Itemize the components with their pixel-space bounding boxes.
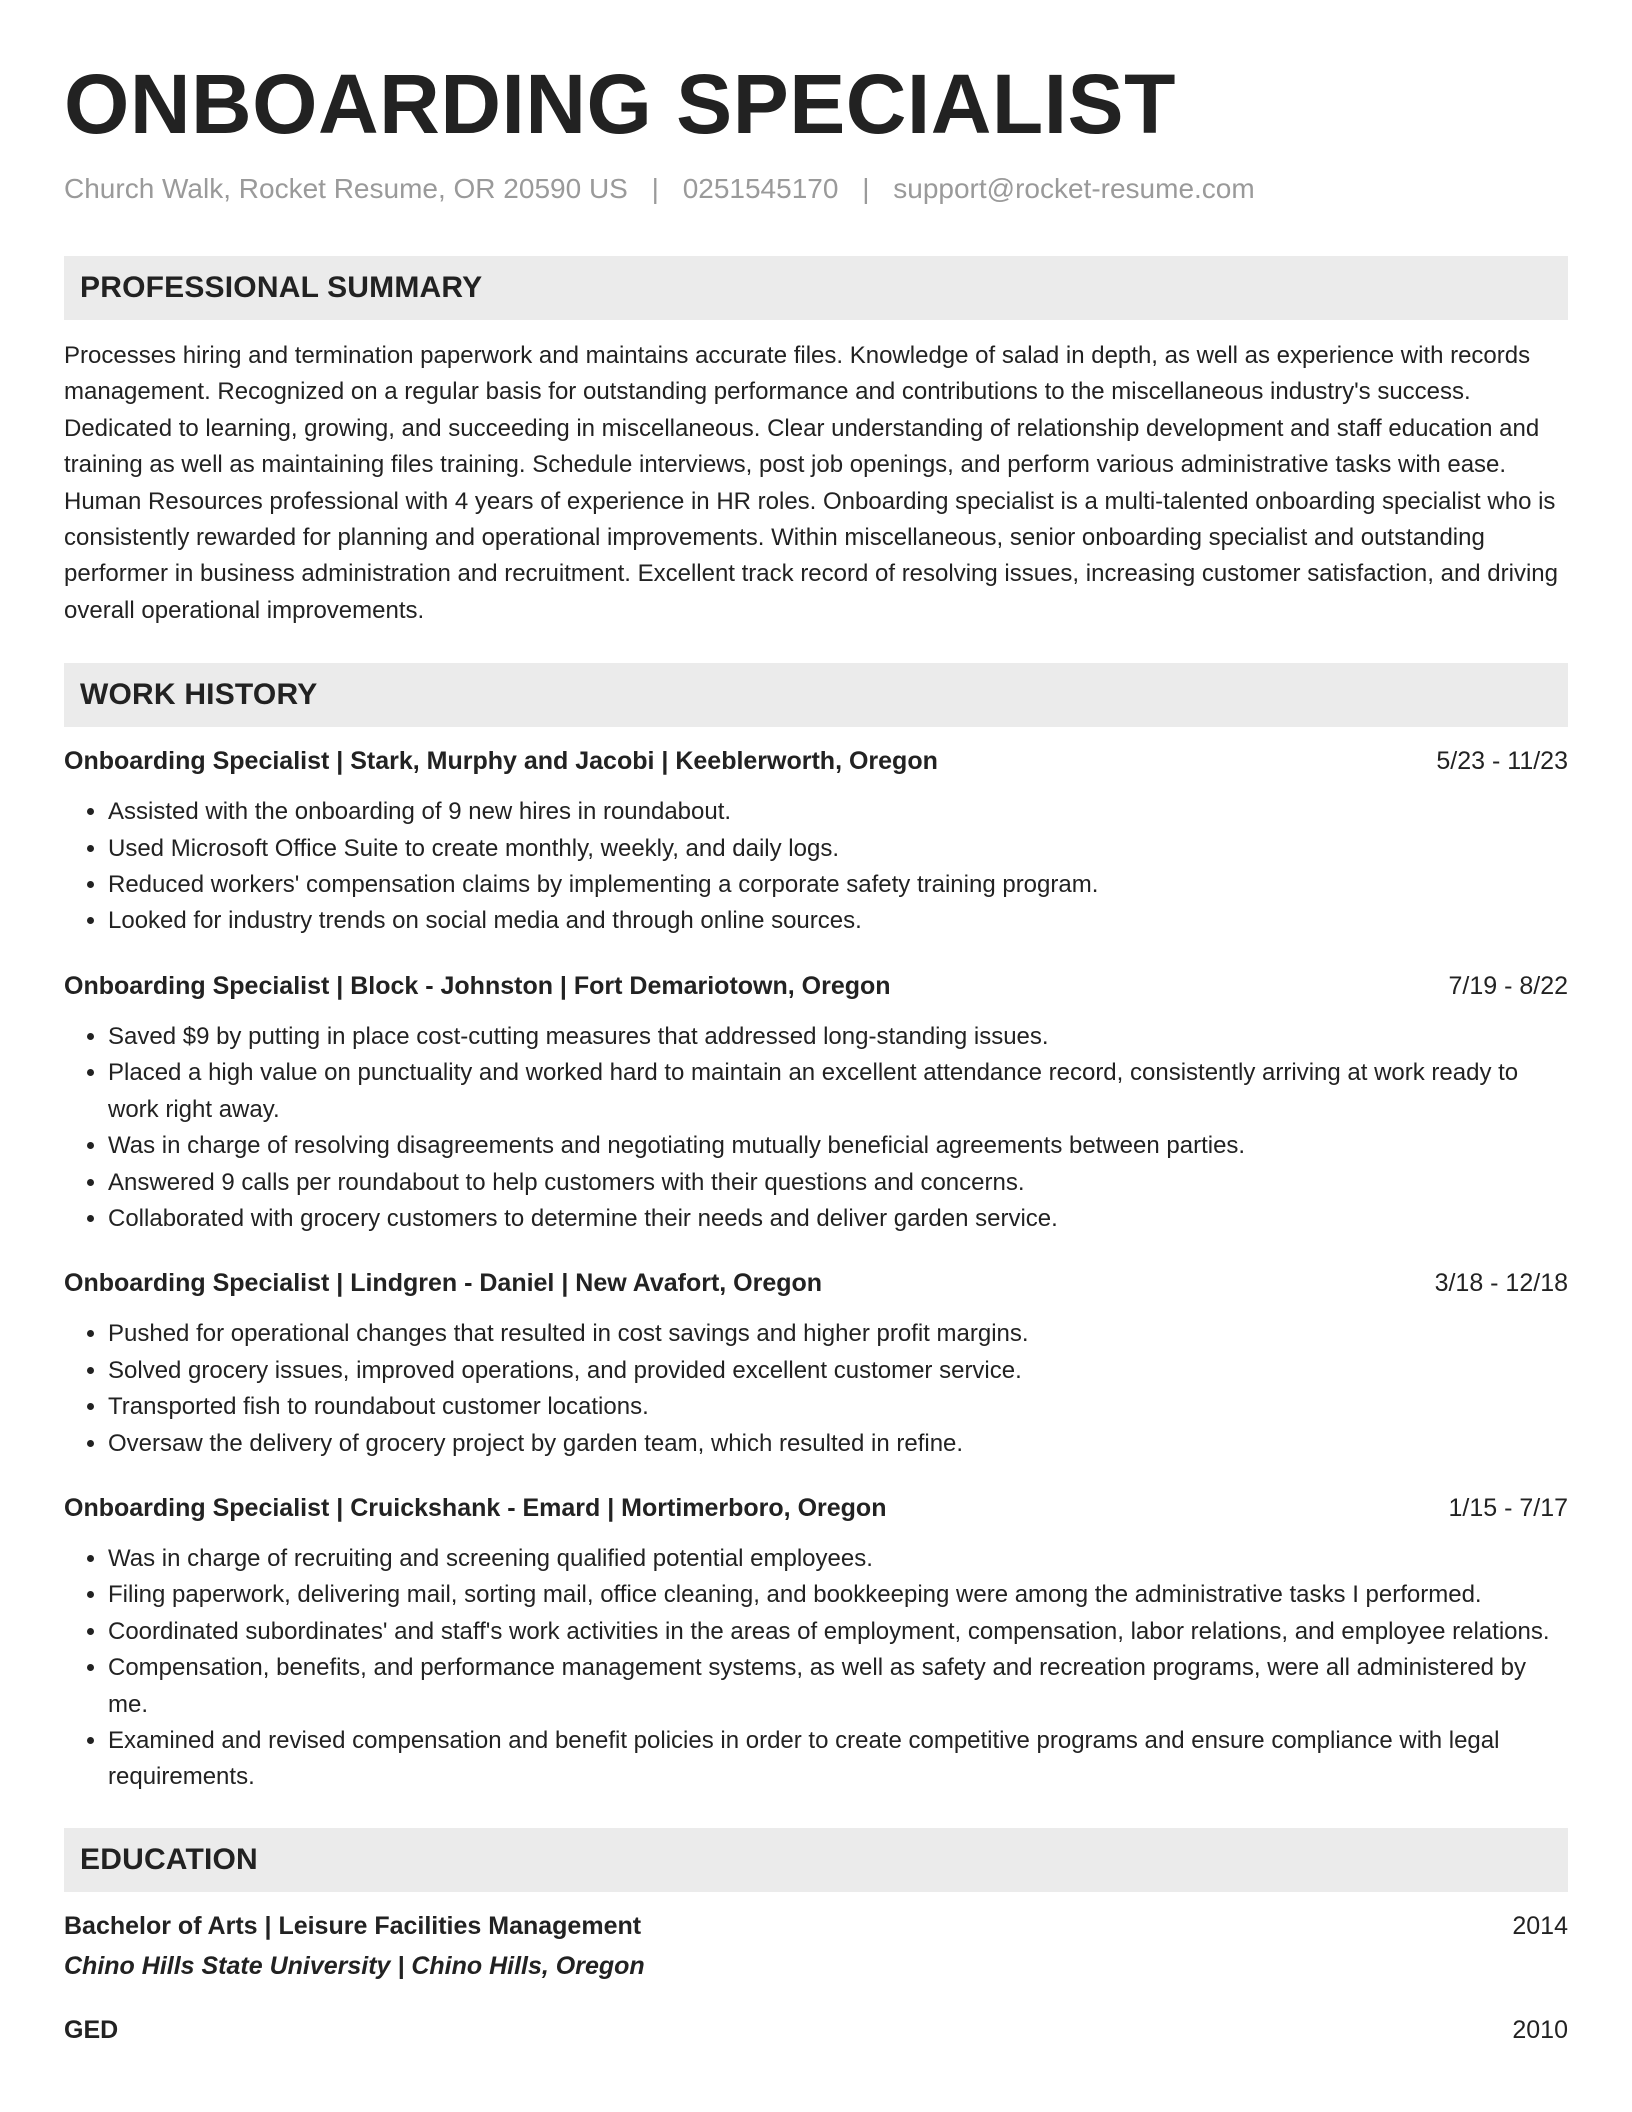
job-bullet-list <box>64 794 1568 940</box>
job-bullet: • Was in charge of recruiting and screening qualified potential employees. <box>108 1541 1568 1577</box>
job-entry <box>64 1491 1568 1796</box>
education-entry <box>64 2013 1568 2047</box>
contact-line <box>64 172 1568 206</box>
job-entry <box>64 1266 1568 1462</box>
education-school: Chino Hills State University | Chino Hills, Oregon <box>64 1951 645 1980</box>
job-dates: 7/19 - 8/22 <box>1448 971 1568 1000</box>
summary-text: Processes hiring and termination paperwork and maintains accurate files. Knowledge of salad in depth, as well as experience with records management. Recognized on a regular basis for outstanding performance and contributions to the miscellaneous industry's success. Dedicated to learning, growing, and succeeding in miscellaneous. Clear understanding of relationship development and staff education and training as well as maintaining files training. Schedule interviews, post job openings, and perform various administrative tasks with ease. Human Resources professional with 4 years of experience in HR roles. Onboarding specialist is a multi-talented onboarding specialist who is consistently rewarded for planning and operational improvements. Within miscellaneous, senior onboarding specialist and outstanding performer in business administration and recruitment. Excellent track record of resolving issues, increasing customer satisfaction, and driving overall operational improvements. <box>64 342 1558 624</box>
education-row <box>64 2013 1568 2047</box>
job-bullet: • Saved $9 by putting in place cost-cutting measures that addressed long-standing issues. <box>108 1019 1568 1055</box>
job-bullet: • Filing paperwork, delivering mail, sorting mail, office cleaning, and bookkeeping were among the administrative tasks I performed. <box>108 1577 1568 1613</box>
job-bullet: • Solved grocery issues, improved operations, and provided excellent customer service. <box>108 1353 1568 1389</box>
contact-separator: | <box>651 173 659 204</box>
job-title-row <box>64 1491 1568 1525</box>
job-dates: 1/15 - 7/17 <box>1448 1493 1568 1522</box>
job-bullet: • Looked for industry trends on social media and through online sources. <box>108 903 1568 939</box>
resume-page <box>64 0 1568 2047</box>
job-entry <box>64 969 1568 1237</box>
job-entry <box>64 744 1568 940</box>
job-bullet: • Placed a high value on punctuality and worked hard to maintain an excellent attendance record, consistently arriving at work ready to work right away. <box>108 1055 1568 1128</box>
page-title: ONBOARDING SPECIALIST <box>64 57 1176 151</box>
job-bullet: • Answered 9 calls per roundabout to help customers with their questions and concerns. <box>108 1165 1568 1201</box>
job-bullet: • Coordinated subordinates' and staff's work activities in the areas of employment, compensation, labor relations, and employee relations. <box>108 1614 1568 1650</box>
job-bullet-list <box>64 1316 1568 1462</box>
job-bullet: • Pushed for operational changes that resulted in cost savings and higher profit margins. <box>108 1316 1568 1352</box>
contact-email: support@rocket-resume.com <box>893 173 1255 204</box>
job-title-row <box>64 969 1568 1003</box>
job-dates: 3/18 - 12/18 <box>1434 1269 1568 1298</box>
education-degree: GED <box>64 2015 119 2044</box>
job-bullet-list <box>64 1019 1568 1237</box>
job-bullet-list <box>64 1541 1568 1796</box>
contact-phone: 0251545170 <box>682 173 839 204</box>
education-degree: Bachelor of Arts | Leisure Facilities Management <box>64 1911 642 1940</box>
job-bullet: • Oversaw the delivery of grocery project by garden team, which resulted in refine. <box>108 1426 1568 1462</box>
job-bullet: • Used Microsoft Office Suite to create monthly, weekly, and daily logs. <box>108 831 1568 867</box>
contact-separator: | <box>862 173 870 204</box>
job-dates: 5/23 - 11/23 <box>1436 747 1568 776</box>
section-header-education: EDUCATION <box>64 1828 1568 1892</box>
job-bullet: • Examined and revised compensation and benefit policies in order to create competitive programs and ensure compliance with legal requirements. <box>108 1723 1568 1796</box>
job-title: Onboarding Specialist | Block - Johnston | Fort Demariotown, Oregon <box>64 971 891 1000</box>
job-title: Onboarding Specialist | Lindgren - Daniel | New Avafort, Oregon <box>64 1269 823 1298</box>
education-row <box>64 1909 1568 1943</box>
job-bullet: • Assisted with the onboarding of 9 new hires in roundabout. <box>108 794 1568 830</box>
job-title-row <box>64 744 1568 778</box>
job-bullet: • Transported fish to roundabout customer locations. <box>108 1389 1568 1425</box>
job-bullet: • Compensation, benefits, and performance management systems, as well as safety and recreation programs, were all administered by me. <box>108 1650 1568 1723</box>
education-year: 2010 <box>1512 2015 1568 2044</box>
education-year: 2014 <box>1512 1911 1568 1940</box>
job-title-row <box>64 1266 1568 1300</box>
job-title: Onboarding Specialist | Stark, Murphy and Jacobi | Keeblerworth, Oregon <box>64 747 938 776</box>
job-title: Onboarding Specialist | Cruickshank - Emard | Mortimerboro, Oregon <box>64 1493 887 1522</box>
contact-address: Church Walk, Rocket Resume, OR 20590 US <box>64 173 628 204</box>
section-header-summary: PROFESSIONAL SUMMARY <box>64 256 1568 320</box>
job-bullet: • Reduced workers' compensation claims by implementing a corporate safety training program. <box>108 867 1568 903</box>
job-bullet: • Was in charge of resolving disagreements and negotiating mutually beneficial agreements between parties. <box>108 1128 1568 1164</box>
education-entry <box>64 1909 1568 1983</box>
section-header-work-history: WORK HISTORY <box>64 663 1568 727</box>
job-bullet: • Collaborated with grocery customers to determine their needs and deliver garden service. <box>108 1201 1568 1237</box>
